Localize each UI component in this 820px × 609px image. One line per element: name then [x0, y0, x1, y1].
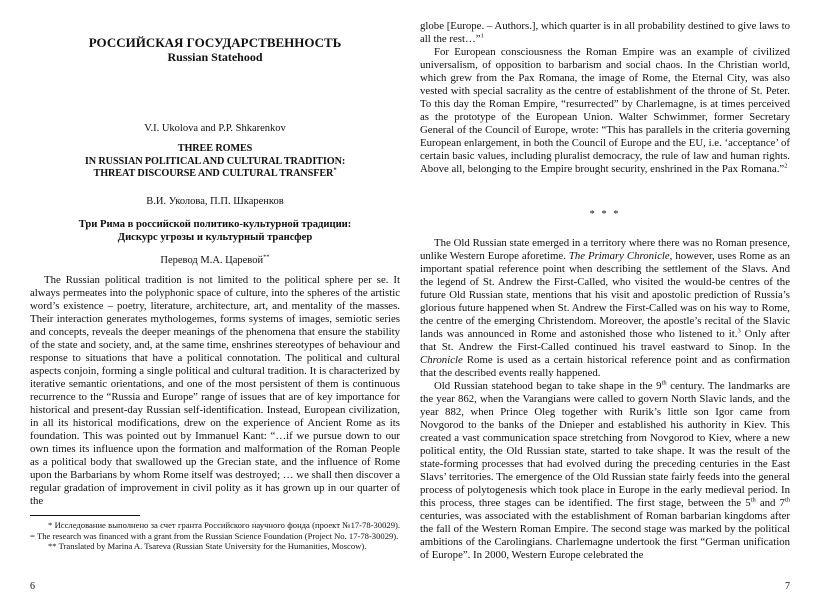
endnote-ref: 2: [784, 162, 788, 170]
endnote-ref: 3: [737, 327, 741, 335]
authors-ru: В.И. Уколова, П.П. Шкаренков: [146, 195, 284, 207]
paragraph-text: Old Russian statehood began to take shape in the 9: [434, 380, 662, 392]
footnote-divider: [30, 515, 140, 516]
paragraph-text: century. The landmarks are the year 862, when the Varangians were called to govern North Slavic lands, and the year 882, when Prince Oleg together with Rurik’s little son Igor came from Novgorod to the banks of the Dnieper and established his authority in Kiev. This created a vast communication space stretching from Novgorod to Kiev, where a new political entity, the Old Russian state, started to take shape. It was the result of the state-forming processes that had evolved during the preceding centuries in the East Slavs’ territories. The emergence of the Old Russian state fairly feeds into the general process of polytogenesis which took place in Europe in the early medieval period. In this process, three stages can be identified. The first stage, between the 5: [420, 380, 790, 509]
footnote-1: * Исследование выполнено за счет гранта Российского научного фонда (проект №17-78-30029). = The research was financed with a grant from the Russian Science Foundation (Project No. 17-78-30029).: [30, 520, 400, 541]
ordinal-suffix: th: [661, 379, 667, 387]
section-separator: * * *: [589, 209, 621, 220]
endnote-ref: 1: [480, 32, 484, 40]
page-number: 7: [785, 581, 790, 592]
paragraph-text: however, uses Rome as an important spatial reference point when describing the settlement of the Slavs. And the legend of St. Andrew the First-Called, who visited the would-be centres of the future Old Russian state, mentions that his visit and apostolic prediction of Russia’s glorious future happened when St. Andrew the First-Called was on his way to Rome, the centre of the emerging Christendom. Moreover, the apostle’s recital of the Slavic lands was announced in Rome and astonished those who listened to it.: [420, 250, 791, 340]
translator-text: Перевод М.А. Царевой: [160, 254, 264, 266]
title-ru-line-2: Дискурс угрозы и культурный трансфер: [117, 231, 313, 243]
article-title-text: THREAT DISCOURSE AND CULTURAL TRANSFER: [93, 168, 334, 179]
footnote-mark: **: [263, 253, 270, 260]
paragraph-text: The Old Russian state emerged in a territory where there was no Roman presence, unlike Western Europe aforetime.: [420, 237, 790, 262]
paragraph-text: Rome is used as a certain historical reference point and as confirmation that the described events really happened.: [420, 354, 791, 379]
article-title-line-2: IN RUSSIAN POLITICAL AND CULTURAL TRADITION:: [84, 155, 346, 167]
body-paragraph: [420, 20, 790, 46]
section-title: РОССИЙСКАЯ ГОСУДАРСТВЕННОСТЬ: [88, 35, 342, 50]
ordinal-suffix: th: [750, 496, 756, 504]
footnote-2: ** Translated by Marina A. Tsareva (Russian State University for the Humanities, Moscow).: [48, 541, 367, 552]
footnote-mark: *: [333, 166, 337, 174]
italic-title: Chronicle: [420, 354, 463, 366]
paragraph-text: centuries, was associated with the establishment of Roman barbarian kingdoms after the fall of the Western Roman Empire. The second stage was marked by the political ambitions of the Carolingians. Charlemagne undertook the first “German unification of Europe”. In 2000, Western Europe celebrated the: [420, 510, 790, 561]
left-page: [30, 0, 400, 609]
article-header: [30, 122, 400, 267]
right-page: [420, 0, 790, 609]
footnotes: [30, 520, 400, 552]
paragraph-text: Only after that St. Andrew the First-Called continued his travel eastward to Sinop. In the: [420, 328, 790, 353]
paragraph-text: and 7: [759, 497, 785, 509]
page-number: 6: [30, 581, 35, 592]
body-paragraph: [420, 380, 790, 562]
article-title-line-1: THREE ROMES: [177, 143, 253, 154]
ordinal-suffix: th: [784, 496, 791, 504]
body-paragraph: The Russian political tradition is not limited to the political sphere per se. It always permeates into the polyphonic space of culture, into the spheres of the artistic word’s existence – poetry, literature, architecture, art, and mentality of the masses. Their interaction generates mythologemes, forms systems of images, semiotic series and concepts, reveals the deeper meanings of the phenomena that ensure the stability of the state and society, and, at the same time, enshrines stereotypes of behaviour and response to situations that have a political connotation. The political and cultural aspects conjoin, forming a single political and cultural tradition. It is characterized by iterative semantic orientations, and one of the most persistent of them is continuous recurrence to the “Russia and Europe” range of issues that are of key importance for historical and present-day Russian self-identification. Instead, European civilization, in all its historical modifications, drew on the experience of Ancient Rome as its foundation. This was pointed out by Immanuel Kant: “…if we pursue down to our own times its influence upon the formation and malformation of the Roman People as a political body that swallowed up the Grecian state, and the influence of Rome upon the Barbarians by whom Rome itself was destroyed; … we shall then discover a regular gradation of improvement in civil polity as it has grown up in our quarter of the: [30, 274, 401, 507]
right-body-top: [420, 20, 790, 176]
article-title-line-3: [30, 168, 400, 181]
body-paragraph: [420, 46, 790, 176]
translator-line: [30, 254, 400, 267]
section-heading: [30, 35, 400, 65]
right-body-bottom: [420, 237, 790, 562]
section-subtitle: Russian Statehood: [167, 50, 263, 64]
title-ru-line-1: Три Рима в российской политико-культурной традиции:: [78, 218, 352, 230]
paragraph-text: globe [Europe. – Authors.], which quarter is in all probability destined to give laws to all the rest…”: [420, 20, 790, 45]
left-body: [30, 274, 400, 508]
paragraph-text: For European consciousness the Roman Empire was an example of civilized universalism, of opposition to barbarism and social chaos. In the Christian world, which grew from the Pax Romana, the image of Rome, the Eternal City, was also vested with special sacrality as the centre of establishment of the throne of St. Peter. To this day the Roman Empire, “resurrected” by Charlemagne, is at times perceived as the prototype of the European Union. Walter Schwimmer, former Secretary General of the Council of Europe, wrote: “This has parallels in the criteria governing European enlargement, in both the Council of Europe and the EU, i.e. ‘acceptance’ of certain basic values, including pluralist democracy, the rule of law and human rights. Above all, belonging to the Empire brought security, enshrined in the Pax Romana.”: [420, 46, 790, 175]
authors-en: V.I. Ukolova and P.P. Shkarenkov: [144, 123, 286, 134]
body-paragraph: [420, 237, 790, 380]
italic-title: The Primary Chronicle,: [568, 250, 673, 262]
